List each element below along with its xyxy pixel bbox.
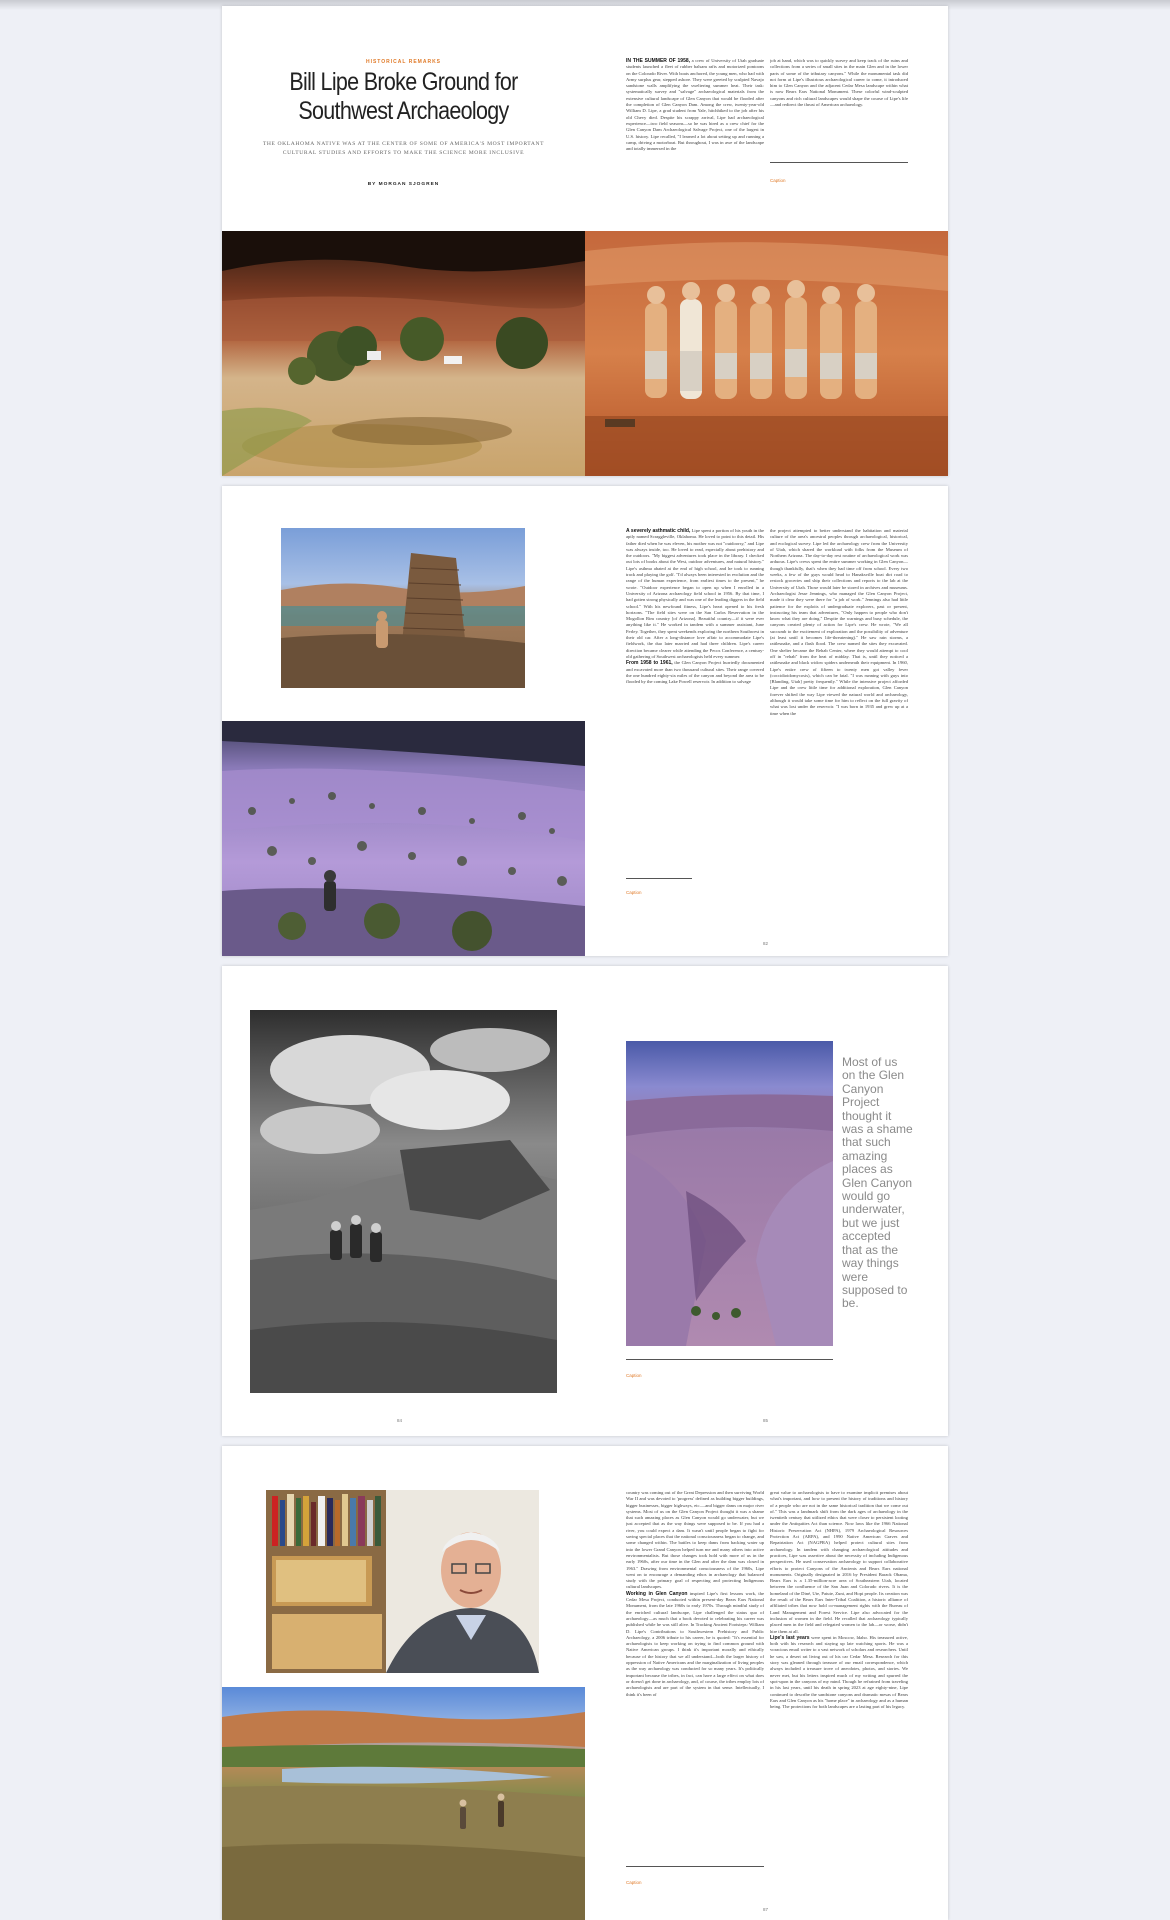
spread2-lead-in: A severely asthmatic child, — [626, 528, 691, 534]
spread1-column-2: job at hand, which was to quickly survey and keep track of the ruins and collections from a series of small sites in the main Glen and in the lower parts of some of the tributary canyons." While the monumental task did not form at Lipe's illustrious archaeological career to come, it introduced him to Glen Canyon and the adjacent Cedar Mesa landscape within what is now Bears Ears National Monument. These colorful wind-sculpted canyons and rich cultural landscapes would shape the course of Lipe's life—and redirect the thrust of American archaeology. — [770, 58, 908, 108]
article-title — [247, 68, 559, 126]
page-number-left: 84 — [397, 1418, 403, 1423]
caption-rule — [626, 1866, 764, 1867]
page-number: 87 — [763, 1907, 769, 1912]
article-subtitle: THE OKLAHOMA NATIVE WAS AT THE CENTER OF SOME OF AMERICA'S MOST IMPORTANT CULTURAL STUDIES AND EFFORTS TO MAKE THE SCIENCE MORE INCLUSIVE — [262, 141, 545, 156]
spread4-lead-in-2: Lipe's last years — [770, 1634, 810, 1641]
spread1-column-1 — [626, 58, 764, 220]
photo-sandstone-alcove-camp — [222, 231, 585, 476]
photo-canyon-aerial-purple — [626, 1041, 833, 1346]
photo-survey-crew-group — [585, 231, 948, 476]
spread2-lead-in-2: From 1958 to 1961, — [626, 660, 673, 667]
caption-rule — [626, 878, 692, 879]
page-number-right: 85 — [763, 1418, 769, 1423]
title-line-1: Bill Lipe Broke Ground for — [289, 68, 518, 96]
spread4-column-1 — [626, 1490, 764, 1880]
spread2-column-2: the project attempted to better understand the habitation and material culture of the area's ancestral peoples through archaeological, historical, and ecological survey. Lipe led the archaeology crew from the University of Utah, which shared the workload with folks from the Museum of Northern Arizona. The day-to-day rest routine of archaeological work was arduous. Lipe's crews spent the entire summer working in Glen Canyon—though thankfully, that's when they had time off from school. Every two weeks, a few of the guys would head to Hanaksville boat dirt road to restock groceries and ship their collections and reports to the lab at the University of Utah. Those would later be stored in archives and museums. Archaeologist Jesse Jennings, who managed the Glen Canyon Project, made it clear they were there for "a job of work." Jennings also had little patience for the exploits of undergraduate explorers, past or present, instructing his team that adventures, "Only happen to people who don't know what they are doing." Despite the warnings and busy schedule, the canyons created plenty of action for Lipe's crew. He wrote, "We all succumb to the excitement of exploration and the possibility of adventure (at least until it becomes life-threatening)." He saw rain storms, a rattlesnake, and a flash flood. The crew named the sites they excavated. One shelter became the Rehab Center, where they would attempt to cool off in "rehab" from the heat of midday. That is, until they noticed a rattlesnake and black widow spiders underneath their equipment. In 1960, Lipe's entire crew of fifteen to twenty men got valley fever (coccidioidomycosis), which can be fatal. "I was running with guys into [Blanding, Utah] pretty frequently." While the intensive project afforded Lipe and the crew little time for additional exploration, Glen Canyon forever shifted the way Lipe viewed the natural world and archaeology, although it would take some time for him to reflect on the full gravity of what was lost under the reservoir. "I was born in 1935 and grew up at a time when the — [770, 528, 908, 716]
article-kicker: HISTORICAL REMARKS — [365, 59, 442, 65]
pull-quote: Most of us on the Glen Canyon Project thought it was a shame that such amazing places as Glen Canyon would go underwater, but we just accepted that as the way things were supposed to be. — [842, 1055, 913, 1311]
spread-4 — [222, 1446, 948, 1920]
spread4-column-2 — [770, 1490, 908, 1902]
spread4-column-2-text: great value to archaeologists to have to examine implicit premises about what's important, and how to present the history of traditions and history of a people who are not in the same historical tradition that we come out of." This was a landmark shift from the dark ages of archaeology in the twentieth century that utilized ethics that were closer to persistent looting under the Antiquities Act than science. Now laws like the 1966 National Historic Preservation Act (NHPA), 1979 Archaeological Resources Protection Act (ARPA), and 1990 Native American Graves and Repatriation Act (NAGPRA) helped protect cultural sites from archaeology. In tandem with changing archaeological attitudes and practices, Lipe was assertive about the necessity of including Indigenous perspectives. He used conservation archaeology to support collaborative efforts to protect Canyons of the Ancients and Bears Ears national monuments. Originally designated in 2016 by President Barack Obama, Bears Ears is a 1.35-million-acre area of Southeastern Utah, located between the confluence of the San Juan and Colorado rivers. It is the homeland of the Diné, Ute, Paiute, Zuni, and Hopi people. Its creation was the result of the Bears Ears Inter-Tribal Coalition, a historic alliance of affiliated tribes that now hold co-management rights with the Bureau of Land Management and Forest Service. Lipe also advocated for the inclusion of women in the field. He recalled that archaeology typically placed men in the field and relegated women to the lab—or worse, didn't hire them at all. — [770, 1490, 908, 1634]
spread1-column-1-text: a crew of University of Utah graduate students launched a fleet of rubber balsam rafts and motorized pontoons on the Colorado River. With boats anchored, the young men, who had with Army surplus gear, stepped ashore. They were greeted by sculpted Navajo sandstone walls amplifying the sweltering summer heat. Their task: systematically survey and "salvage" archaeological materials from the extensive cultural landscape of Glen Canyon that would be flooded after the completion of Glen Canyon Dam. Among the crew, twenty-year-old William D. Lipe, a grad student from Yale, hitchhiked to the job after his old Chevy died. Despite his scrappy arrival, Lipe had archaeological experience—two field seasons—so he was hired as a crew chief for the Glen Canyon Dam Archaeological Salvage Project, one of the largest in U.S. history. Lipe recalled, "I learned a lot about setting up and running a camp, driving a motorboat. But throughout, I was in awe of the landscape and totally immersed in the — [626, 58, 764, 152]
caption-label: Caption — [626, 1880, 642, 1885]
spread-1 — [222, 6, 948, 476]
spread2-column-1-text-2: the Glen Canyon Project hurriedly documented and excavated more than two thousand cultural sites. Their range covered the one hundred eighty-six miles of the canyon and beyond the area to be flooded by the coming Lake Powell reservoir. In addition to salvage — [626, 660, 764, 685]
spread1-lead-in: IN THE SUMMER OF 1958, — [626, 58, 691, 64]
spread-3 — [222, 966, 948, 1436]
photo-portrait-bill-lipe — [266, 1490, 539, 1673]
photo-river-valley-landscape — [222, 1687, 585, 1920]
photo-bw-crew-on-rocks — [250, 1010, 557, 1393]
caption-label: Caption — [626, 890, 642, 895]
spread2-column-1-text: Lipe spent a portion of his youth in the aptly named Scraggleville, Oklahoma. He loved to point to this detail. His father died when he was eleven, his mother was not "outdoorsy," and Lipe was always inside, too. He loved to read, especially about prehistory and the outdoors. "My biggest adventures took place in the library. I checked out lots of books about the West, outdoor adventures, and natural history." Lipe's asthma abated at the end of high school, and he took to running track and playing the golf. "I'd always been interested in evolution and the range of the human experience, from earliest times to the present," he wrote. "Outdoor experience began to open up when I enrolled in a University of Arizona archaeology field school in 1956. By that time, I had gotten strong physically and was one of the leading diggers in the field school." With his newfound fitness, Lipe's heart opened to his fresh horizons. "The field sites were on the San Carlos Reservation in the Mogollon Rim country [of Arizona]. Beautiful country—if it were ever anything like it." He worked in tandem with a summer assistant, June Ferley. Together, they spent weekends exploring the northern Southwest in their old car. After a long-distance love affair to accommodate Lipe's fieldwork, the duo later married and had three children. Lipe's career direction became clearer while attending the Pecos Conference, a century-old gathering of Southwest archaeologists held every summer. — [626, 528, 764, 659]
caption-rule — [770, 162, 908, 163]
caption-label: Caption — [626, 1373, 642, 1378]
spread4-column-1-text: country was coming out of the Great Depression and then surviving World War II and was devoted to 'progress' defined as building bigger buildings, bigger businesses, bigger highways, etc.—and bigger dams on major river systems. Most of us on the Glen Canyon Project thought it was a shame that such amazing places as Glen Canyon would go underwater, but we just accepted that as the way things were supposed to be. If you had a river, you could expect a dam. It wasn't until people began to fight for saving special places that the national consciousness began to change, and some changed within. The battles to keep dams from backing water up into the lower Grand Canyon helped turn me and many others into active environmentalists. But those changes took hold with more of us in the early 1960s, after our time in the Glen and after the dam was closed in 1963." Drawing from environmental consciousness of the 1960s, Lipe went on to encourage a demanding ethos in archaeology that balanced study with the primary goal of respecting and protecting Indigenous cultural landscapes. — [626, 1490, 764, 1590]
spread2-column-1 — [626, 528, 764, 878]
photo-purple-hillside-hiker — [222, 721, 585, 956]
spread-2 — [222, 486, 948, 956]
title-line-2: Southwest Archaeology — [298, 97, 509, 125]
caption-rule — [626, 1359, 833, 1360]
spread4-column-2-text-2: were spent in Moscow, Idaho. His treasured active, both with his research and staying up late watching sports. He was a voracious email writer to a vast network of scholars and researchers. Until he saw, a desert rat living out of his car Cedar Mesa. Research for this story was gleaned through treasure of our email correspondence, which always included a treasure trove of anecdotes, photos, and stories. We never met, but his letters inspired much of my writing and spurred the spot-upon in the canyons of my mind. Though he refrained from traveling in his last years, until his death in spring 2023 at age eighty-nine, Lipe continued to describe the sandstone canyons and dramatic mesas of Bears Ears and Glen Canyon as his "home place" in archaeology and as a human being. The protections for both landscapes are a lasting part of his legacy. — [770, 1634, 908, 1710]
spread4-lead-in: Working in Glen Canyon — [626, 1590, 688, 1597]
spread4-column-1-text-2: inspired Lipe's first lessons work, the Cedar Mesa Project, conducted within present-day Bears Ears National Monument, from the late 1960s to early 1970s. Through mindful study of the enriched cultural landscape, Lipe challenged the status quo of archaeology—as much that a book devoted to celebrating his career was published while he was still alive. In Tracking Ancient Footsteps: William D. Lipe's Contributions to Southwestern Prehistory and Public Archaeology, a 2006 tribute to his career, he is quoted: "It's essential for archaeologists to keep working on trying to find common ground with Native American groups. I think it's important morally and ethically because of the history that we all understand—both the larger history of oppression of Native Americans and the marginalization of living peoples as the way archaeology was conducted for so many years. It's politically important because the tribes, in fact, can have a large effect on what does or doesn't get done in archaeology, and, of course, the tribes employ lots of archaeologists and are part of the system in that sense. Intellectually, I think it's been of — [626, 1590, 764, 1697]
caption-label: Caption — [770, 178, 786, 183]
page-number: 82 — [763, 941, 769, 946]
article-byline: BY MORGAN SJOGREN — [367, 182, 440, 187]
photo-ruin-wall-river — [281, 528, 525, 688]
